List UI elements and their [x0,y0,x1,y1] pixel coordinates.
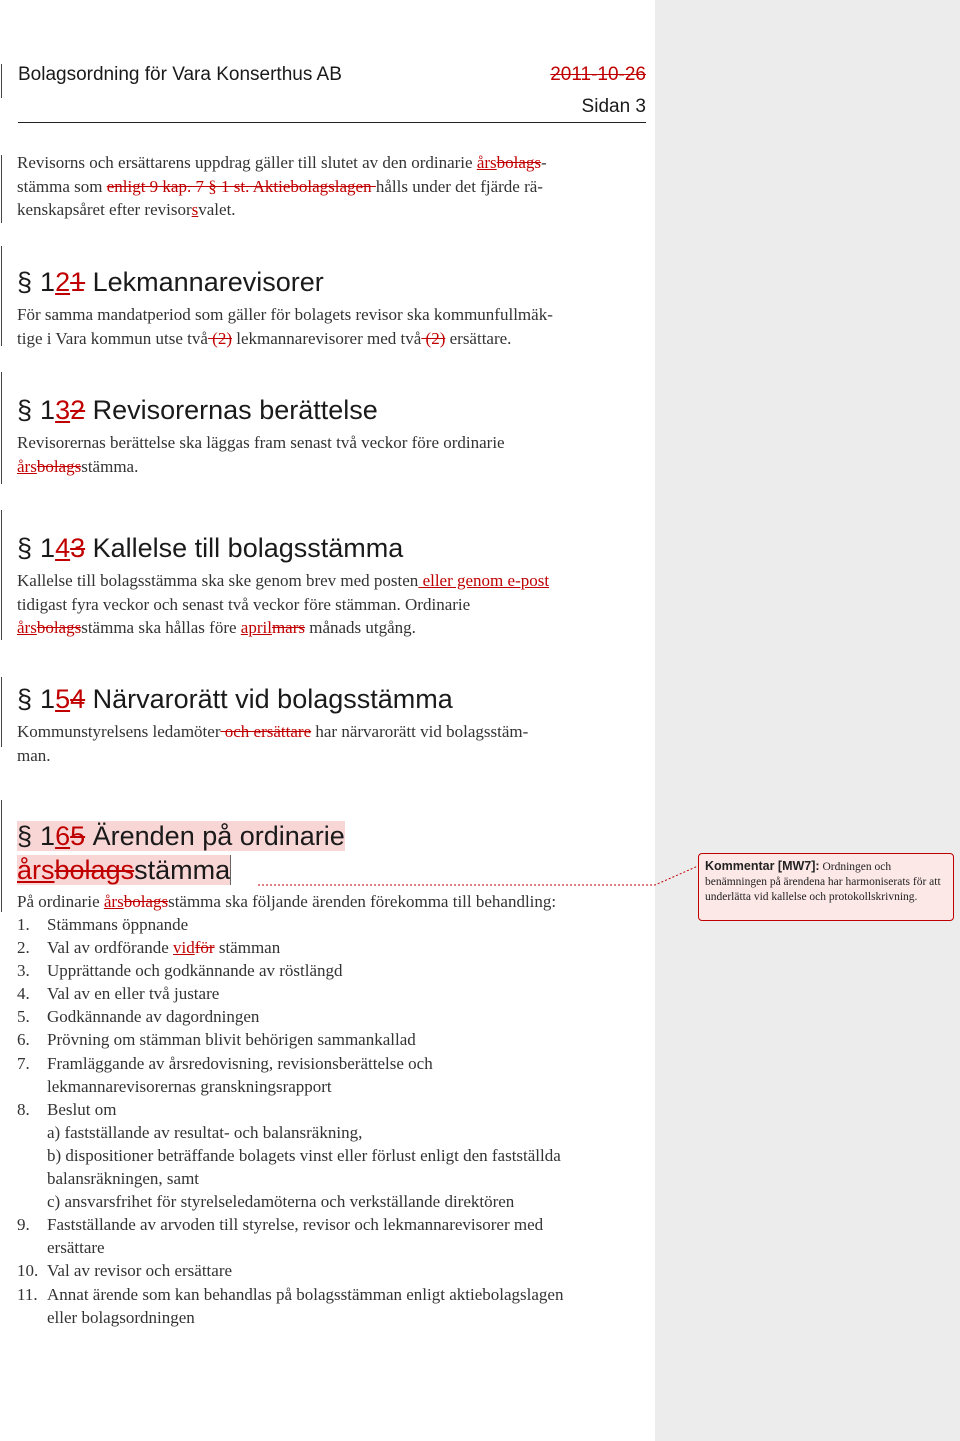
page-header [18,62,646,123]
header-date: 2011-10-26 [550,64,646,85]
section-15-body: Kommunstyrelsens ledamöter och ersättare har närvarorätt vid bolagsstäm- man. [17,722,529,765]
comment-label: Kommentar [MW7]: [705,859,820,873]
list-item: 5. Godkännande av dagordningen [17,1007,260,1027]
section-13-body: Revisorernas berättelse ska läggas fram senast två veckor före ordinarie årsbolagsstämma. [17,433,505,476]
section-sign: § [17,395,33,425]
section-12-body: För samma mandatperiod som gäller för bolagets revisor ska kommunfullmäk- tige i Vara kommun utse två (2) lekmannarevisorer med två (2) ersättare. [17,305,553,348]
change-bar [1,246,2,346]
comment-balloon[interactable] [698,853,954,921]
section-sign: § [17,821,33,851]
list-item: 1. Stämmans öppnande [17,915,189,934]
list-item: b) dispositioner beträffande bolagets vinst eller förlust enligt den fastställda [47,1145,561,1165]
section-sign: § [17,267,33,297]
change-bar [1,677,2,747]
change-bar [1,64,2,98]
list-item: c) ansvarsfrihet för styrelseledamöterna och verkställande direktören [47,1192,515,1212]
section-12-heading: § 121 Lekmannarevisorer [17,267,324,297]
section-14-heading: § 143 Kallelse till bolagsstämma [17,533,404,563]
section-16-intro: På ordinarie årsbolagsstämma ska följande ärenden förekomma till behandling: [17,892,557,911]
list-item: ersättare [47,1238,105,1258]
list-item: 4. Val av en eller två justare [17,984,220,1004]
section-sign: § [17,533,33,563]
list-item: 10. Val av revisor och ersättare [17,1261,233,1281]
list-item: lekmannarevisorernas granskningsrapport [47,1076,332,1096]
comment-margin-pane [655,0,960,1441]
section-16-heading: § 165 Ärenden på ordinarie årsbolagsstämma [17,821,345,885]
agenda-list [17,913,657,1329]
list-item: 7. Framläggande av årsredovisning, revisionsberättelse och [17,1053,433,1073]
list-item: 2. Val av ordförande vidför stämman [17,938,281,958]
comment-text: Ordningen och benämningen på ärendena har harmoniserats för att underlätta vid kallelse och protokollskrivning. [705,861,941,903]
page-number: Sidan 3 [581,96,646,117]
section-15-heading: § 154 Närvarorätt vid bolagsstämma [17,684,453,714]
list-item: eller bolagsordningen [47,1307,195,1327]
intro-paragraph: Revisorns och ersättarens uppdrag gäller till slutet av den ordinarie årsbolags- stämma som enligt 9 kap. 7 § 1 st. Aktiebolagslagen hålls under det fjärde rä- kenskapsåret efter revisorsvalet. [17,153,547,219]
list-item: balansräkningen, samt [47,1169,200,1189]
list-item: 9. Fastställande av arvoden till styrelse, revisor och lekmannarevisorer med [17,1215,544,1235]
change-bar [1,372,2,484]
section-13-heading: § 132 Revisorernas berättelse [17,395,378,425]
change-bar [1,510,2,640]
change-bar [1,800,2,912]
change-bar [1,155,2,223]
list-item: 11. Annat ärende som kan behandlas på bolagsstämman enligt aktiebolagslagen [17,1284,564,1304]
list-item: 8. Beslut om [17,1099,117,1119]
section-14-body: Kallelse till bolagsstämma ska ske genom brev med posten eller genom e-post tidigast fyra veckor och senast två veckor före stämman. Ordinarie årsbolagsstämma ska hållas före aprilmars månads utgång. [17,571,550,637]
section-sign: § [17,684,33,714]
list-item: a) fastställande av resultat- och balansräkning, [47,1122,363,1142]
list-item: 3. Upprättande och godkännande av röstlängd [17,961,343,981]
list-item: 6. Prövning om stämman blivit behörigen sammankallad [17,1030,416,1050]
document-title: Bolagsordning för Vara Konserthus AB [18,64,342,85]
